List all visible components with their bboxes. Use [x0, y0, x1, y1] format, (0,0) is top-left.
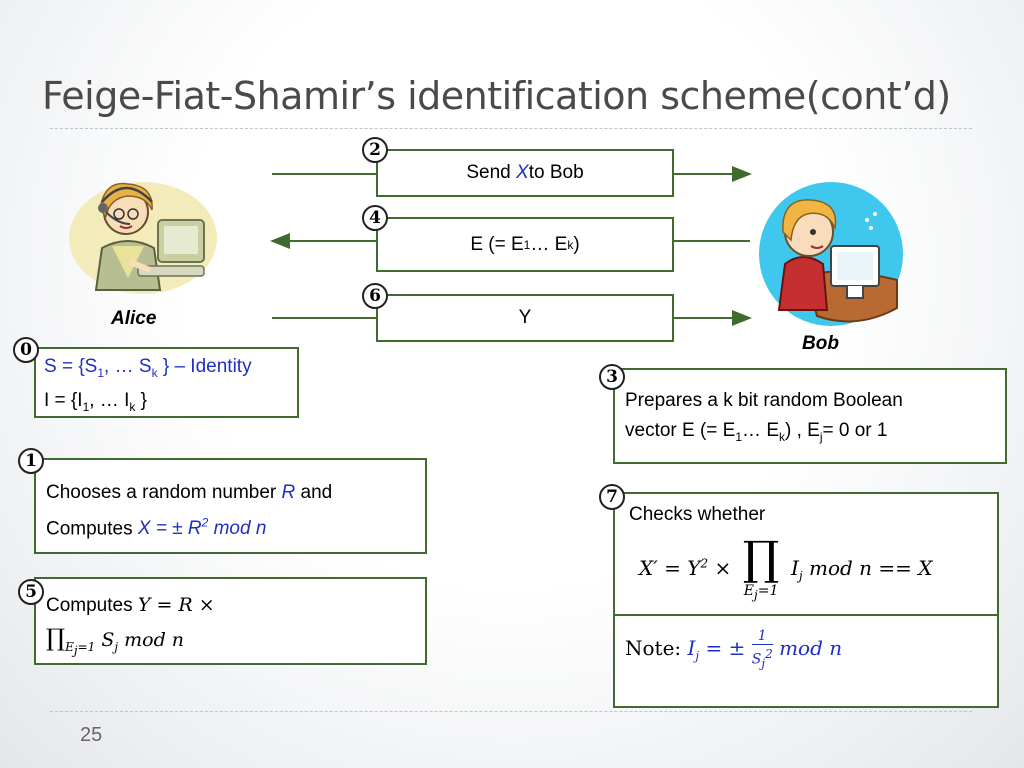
step-1-line1: Chooses a random number R and [46, 482, 333, 503]
step-5-box [34, 577, 427, 665]
message-send-x-pre: Send [466, 162, 511, 183]
step-7-divider [615, 614, 997, 616]
message-send-x-var: X [516, 162, 529, 183]
msg-e-b: … E [530, 233, 568, 255]
footer-divider [50, 711, 972, 712]
step-badge-3: 3 [599, 364, 625, 390]
step-badge-7: 7 [599, 484, 625, 510]
step-5-line2: $\prod_{E_j=1}$ $S_j$ mod n [46, 624, 185, 658]
step-1-line2: Computes X = ± $R^2$ mod n [46, 516, 267, 540]
bob-label: Bob [802, 333, 839, 354]
step-7-box [613, 492, 999, 708]
step-badge-1: 1 [18, 448, 44, 474]
step-0-box [34, 347, 299, 418]
step-0-line2: $I = \{I_1$, … $I_k$ } [44, 389, 147, 414]
step-7-note: Note: $I_j$ = ± $\frac{1}{S_j^2}$ mod n [625, 628, 843, 671]
step-badge-6: 6 [362, 283, 388, 309]
msg-e-c: ) [573, 233, 580, 255]
message-send-y-text: Y [518, 307, 532, 328]
step-3-line1: Prepares a k bit random Boolean [625, 390, 903, 411]
step-badge-4: 4 [362, 205, 388, 231]
alice-label: Alice [111, 308, 157, 329]
step-badge-2: 2 [362, 137, 388, 163]
step-7-heading: Checks whether [629, 504, 766, 525]
step-3-line2: vector E (= $E_1\dots$ $E_k$) , $E_j= 0$ or 1 [625, 420, 888, 444]
msg-e-sub1: 1 [523, 237, 531, 252]
step-0-line1: $S = \{S_1$, … $S_k$ } – Identity [44, 356, 252, 380]
page-number: 25 [80, 724, 103, 746]
product-symbol: ∏ [742, 531, 780, 585]
message-send-y [376, 294, 674, 342]
step-7-formula: $X' = Y^2$ × ∏ $E_j=1$ $I_j$ mod n == X [639, 531, 933, 602]
slide-title: Feige-Fiat-Shamir’s identification scheme(cont’d) [42, 74, 951, 118]
step-badge-5: 5 [18, 579, 44, 605]
step-badge-0: 0 [13, 337, 39, 363]
step-3-box [613, 368, 1007, 464]
step-1-box [34, 458, 427, 554]
message-send-x-post: to Bob [528, 162, 584, 183]
msg-e-a: E (= E [470, 233, 524, 255]
msg-e-subk: k [567, 237, 574, 252]
message-send-x [376, 149, 674, 197]
message-send-e [376, 217, 674, 272]
step-5-line1: Computes Y = R × [46, 594, 215, 616]
